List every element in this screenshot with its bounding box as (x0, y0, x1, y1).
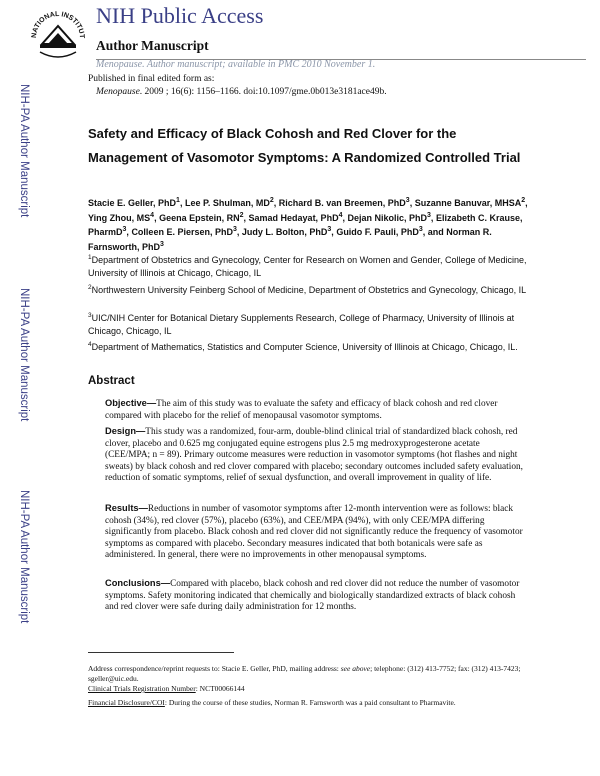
author-affiliation-mark: 3 (427, 211, 431, 219)
author-and: and (427, 227, 447, 237)
author-separator: , (342, 212, 348, 223)
author-name: Geena Epstein, RN (159, 212, 240, 223)
author-name: Ying Zhou, MS (88, 212, 151, 223)
author-affiliation-mark: 2 (521, 197, 526, 204)
affiliation-4: $^4$Department of Mathematics, Statistics and Computer Science, University of Illinois at Chicago, Chicago, IL. (88, 341, 518, 352)
nih-logo (26, 4, 90, 68)
side-label-top: NIH-PA Author Manuscript (18, 84, 30, 218)
side-label-bottom: NIH-PA Author Manuscript (18, 490, 30, 624)
footnote-address: Address correspondence/reprint requests to: Stacie E. Geller, PhD, mailing address: see above; telephone: (312) 413-7752; fax: (312) 413-7423; sgeller@uic.edu. (88, 664, 521, 683)
author-affiliation-mark: 1 (176, 197, 180, 204)
paper-title: Safety and Efficacy of Black Cohosh and Red Clover for the Management of Vasomotor Symptoms: A Randomized Controlled Trial (88, 126, 521, 165)
svg-text:NATIONAL INSTITUTES OF HEALTH (26, 4, 85, 39)
author-separator: , (236, 227, 242, 237)
author-affiliation-mark: 2 (269, 197, 274, 204)
author-name: Guido F. Pauli, PhD (336, 227, 419, 237)
header-subtitle: Author Manuscript (96, 38, 209, 53)
author-name: Lee P. Shulman, MD (184, 198, 270, 208)
author-separator: , (331, 227, 337, 237)
author-name: Stacie E. Geller, PhD (88, 198, 177, 208)
abstract-objective: Objective—The aim of this study was to evaluate the safety and efficacy of black cohosh and red clover compared with placebo for the relief of menopausal vasomotor symptoms. (105, 398, 498, 421)
header-title: NIH Public Access (96, 3, 264, 28)
footnote-trial-registration: Clinical Trials Registration Number: NCT00066144 (88, 684, 245, 693)
author-name: Dejan Nikolic, PhD (347, 212, 428, 223)
author-affiliation-mark: 3 (405, 197, 410, 204)
author-name: Samad Hedayat, PhD (248, 212, 339, 223)
author-affiliation-mark: 3 (160, 240, 164, 248)
header-note: Menopause. Author manuscript; available in PMC 2010 November 1. (96, 59, 376, 70)
abstract-conclusions: Conclusions—Compared with placebo, black cohosh and red clover did not reduce the number of vasomotor symptoms. Safety monitoring indicated that chemically and biologically standardized extracts of black cohosh and red clover were safe during daily administration for 12 months. (105, 578, 520, 613)
author-affiliation-mark: 3 (327, 226, 332, 233)
affiliation-3: $^3$UIC/NIH Center for Botanical Dietary Supplements Research, College of Pharmacy, University of Illinois at Chicago, Chicago, IL (88, 312, 515, 336)
author-separator: , (243, 212, 249, 223)
author-name: Norman R. Farnsworth, PhD (88, 227, 492, 252)
logo-text: NATIONAL INSTITUT (30, 10, 86, 39)
author-separator: , (430, 212, 436, 223)
footnote-rule (88, 652, 234, 653)
author-separator: , (525, 198, 528, 208)
author-separator: , (273, 198, 279, 208)
author-affiliation-mark: 2 (239, 211, 244, 219)
author-affiliation-mark: 4 (338, 211, 343, 219)
author-separator: , (126, 227, 132, 237)
footnote-disclosure: Financial Disclosure/COI: During the course of these studies, Norman R. Farnsworth was a paid consultant to Pharmavite. (88, 698, 456, 707)
author-affiliation-mark: 3 (122, 226, 127, 233)
author-affiliation-mark: 4 (150, 211, 155, 219)
journal-name: Menopause (96, 87, 140, 97)
author-name: Judy L. Bolton, PhD (241, 227, 328, 237)
author-name: Suzanne Banuvar, MHSA (414, 198, 522, 208)
abstract-design: Design—This study was a randomized, four-arm, double-blind clinical trial of standardized black cohosh, red clover, placebo and 0.625 mg conjugated equine estrogens plus 2.5 mg medroxyprogesterone acetate (CEE/MPA; n = 89). Primary outcome measures were reduction in vasomotor symptoms (hot flashes and night sweats) by black cohosh and red clover compared with placebo; secondary outcomes included safety evaluation, reduction of somatic symptoms, relief of sexual dysfunction, and overall improvement in quality of life. (105, 426, 523, 484)
author-separator: , (179, 198, 185, 208)
side-label-middle: NIH-PA Author Manuscript (18, 288, 30, 422)
abstract-results: Results—Reductions in number of vasomotor symptoms after 12-month intervention were as follows: black cohosh (34%), red clover (57%), placebo (63%), and CEE/MPA (94%), with only CEE/MPA differing significantly from placebo. Black cohosh and red clover did not significantly reduce the frequency of vasomotor symptoms as compared with placebo. Secondary measures indicated that both botanicals were safe as administered. In general, there were no improvements in other menopausal symptoms. (105, 503, 523, 561)
author-name: Elizabeth C. Krause, PharmD (88, 212, 523, 237)
citation-line (96, 87, 387, 97)
author-separator: , (422, 227, 428, 237)
author-affiliation-mark: 3 (418, 226, 423, 233)
abstract-heading: Abstract (88, 375, 135, 387)
citation: . 2009 ; 16(6): 1156–1166. doi:10.1097/gme.0b013e3181ace49b. (139, 87, 387, 97)
author-name: Richard B. van Breemen, PhD (278, 198, 406, 208)
author-affiliation-mark: 3 (232, 226, 237, 233)
affiliation-2: $^2$Northwestern University Feinberg School of Medicine, Department of Obstetrics and Gynecology, Chicago, IL (88, 284, 527, 295)
author-name: Colleen E. Piersen, PhD (131, 227, 233, 237)
affiliation-1: $^1$Department of Obstetrics and Gynecology, Center for Research on Women and Gender, College of Medicine, University of Illinois at Chicago, Chicago, IL (88, 254, 527, 278)
published-line: Published in final edited form as: (88, 74, 215, 84)
author-separator: , (409, 198, 415, 208)
author-separator: , (154, 212, 160, 223)
author-list (88, 195, 528, 253)
